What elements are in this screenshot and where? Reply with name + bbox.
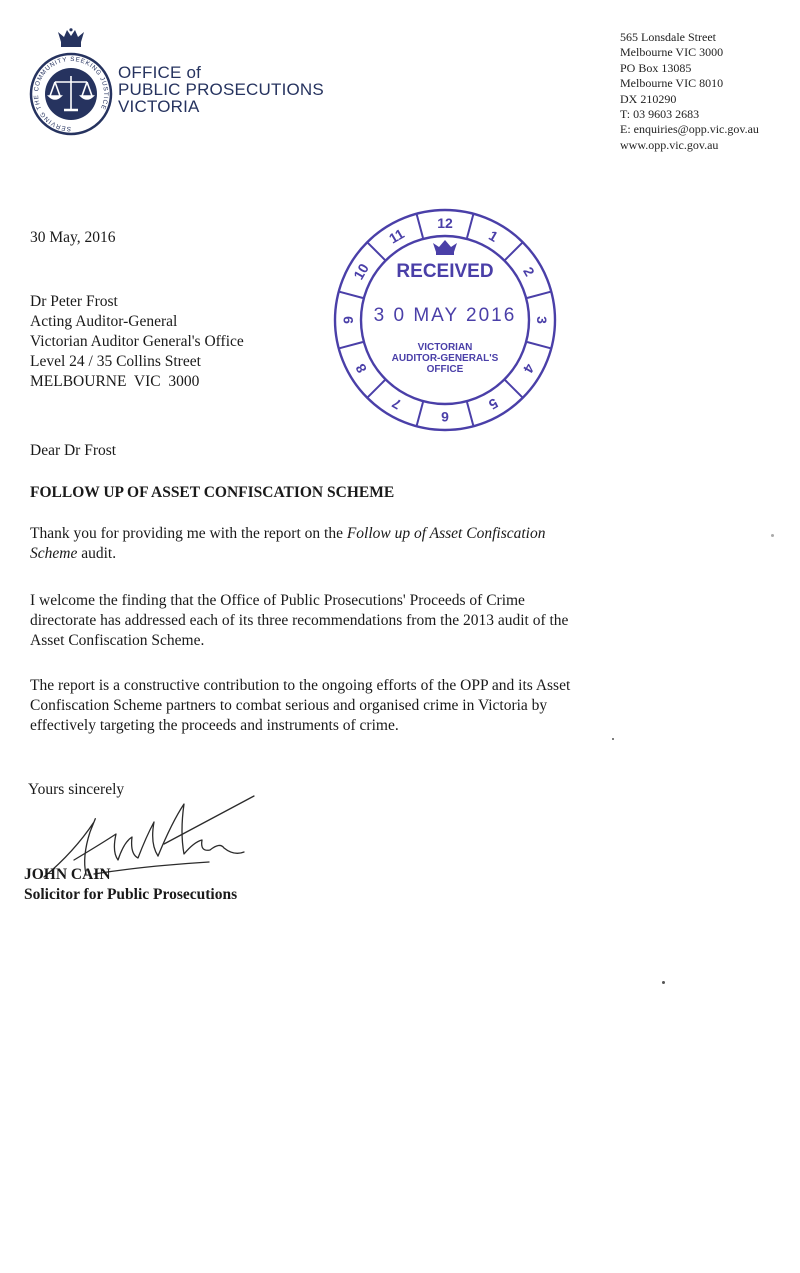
stamp-tick (340, 292, 363, 298)
stamp-clock-number: 9 (340, 316, 356, 324)
paragraph-line: Confiscation Scheme partners to combat serious and organised crime in Victoria by (30, 697, 548, 714)
stamp-clock-number: 8 (352, 361, 370, 376)
report-title: Scheme (30, 545, 78, 562)
recipient-street: Level 24 / 35 Collins Street (30, 353, 201, 370)
stamp-office-line: OFFICE (426, 364, 464, 375)
seal-motto: SERVING THE COMMUNITY SEEKING JUSTICE (32, 55, 110, 133)
contact-details (620, 30, 759, 153)
stamp-clock-number: 4 (520, 361, 538, 376)
paragraph-line: effectively targeting the proceeds and instruments of crime. (30, 717, 399, 734)
contact-city: Melbourne VIC 3000 (620, 45, 724, 60)
stamp-tick (417, 215, 423, 238)
paragraph-line: directorate has addressed each of its three recommendations from the 2013 audit of the (30, 612, 569, 629)
signer-title: Solicitor for Public Prosecutions (24, 886, 238, 903)
paragraph-line: I welcome the finding that the Office of Public Prosecutions' Proceeds of Crime (30, 592, 525, 609)
stamp-tick (527, 292, 550, 298)
recipient-office: Victorian Auditor General's Office (30, 333, 244, 350)
scan-speck (612, 738, 614, 740)
paragraph-text: audit. (77, 545, 117, 562)
paragraph-line (30, 524, 692, 544)
closing: Yours sincerely (28, 781, 125, 798)
recipient-title: Acting Auditor-General (30, 313, 178, 330)
recipient-city: MELBOURNE VIC 3000 (30, 373, 200, 390)
contact-phone: T: 03 9603 2683 (620, 107, 700, 122)
salutation: Dear Dr Frost (30, 442, 117, 459)
organisation-name (118, 64, 324, 115)
stamp-tick (505, 243, 522, 260)
recipient-name: Dr Peter Frost (30, 293, 118, 310)
stamp-clock-number: 5 (486, 395, 501, 413)
stamp-clock-number: 1 (486, 227, 501, 245)
letter-date: 30 May, 2016 (30, 229, 116, 246)
paragraph-contribution (30, 676, 692, 736)
received-stamp (330, 205, 560, 435)
stamp-office-line: AUDITOR-GENERAL'S (391, 353, 499, 364)
crown-icon (433, 240, 457, 255)
contact-street: 565 Lonsdale Street (620, 30, 716, 44)
paragraph-finding (30, 591, 692, 651)
subject-line: FOLLOW UP OF ASSET CONFISCATION SCHEME (30, 484, 395, 501)
stamp-tick (467, 215, 473, 238)
stamp-tick (368, 243, 385, 260)
signer-name: JOHN CAIN (24, 866, 111, 883)
contact-po-city: Melbourne VIC 8010 (620, 76, 724, 91)
stamp-clock-number: 3 (534, 316, 550, 324)
contact-web: www.opp.vic.gov.au (620, 137, 719, 152)
paragraph-line: Asset Confiscation Scheme. (30, 632, 205, 649)
stamp-tick (467, 402, 473, 425)
stamp-date: 3 0 MAY 2016 (373, 305, 517, 326)
report-title: Follow up of Asset Confiscation (346, 525, 546, 542)
stamp-clock-number: 7 (389, 395, 404, 413)
contact-dx: DX 210290 (620, 91, 677, 106)
stamp-clock-number: 2 (520, 264, 538, 279)
stamp-tick (527, 342, 550, 348)
stamp-tick (368, 380, 385, 397)
stamp-clock-number: 6 (441, 409, 449, 425)
org-name-line: VICTORIA (118, 97, 200, 116)
paragraph-line (30, 544, 692, 564)
paragraph-text: Thank you for providing me with the report on the (30, 525, 347, 542)
stamp-office-line: VICTORIAN (417, 342, 473, 353)
org-name-line: OFFICE of (118, 63, 202, 82)
opp-seal-logo (28, 28, 114, 140)
stamp-tick (417, 402, 423, 425)
paragraph-thanks (30, 524, 692, 564)
contact-po-box: PO Box 13085 (620, 60, 692, 75)
scan-speck (662, 981, 665, 984)
stamp-tick (340, 342, 363, 348)
stamp-clock-number: 10 (350, 260, 372, 283)
stamp-clock-number: 11 (386, 225, 407, 247)
stamp-received-label: RECEIVED (396, 261, 494, 282)
paragraph-line: The report is a constructive contribution to the ongoing efforts of the OPP and its Asset (30, 677, 571, 694)
crown-icon (58, 28, 84, 47)
org-name-line: PUBLIC PROSECUTIONS (118, 80, 324, 99)
contact-email: E: enquiries@opp.vic.gov.au (620, 122, 759, 137)
scan-speck (771, 534, 774, 537)
stamp-clock-number: 12 (437, 215, 453, 231)
recipient-address (30, 292, 244, 392)
stamp-tick (505, 380, 522, 397)
